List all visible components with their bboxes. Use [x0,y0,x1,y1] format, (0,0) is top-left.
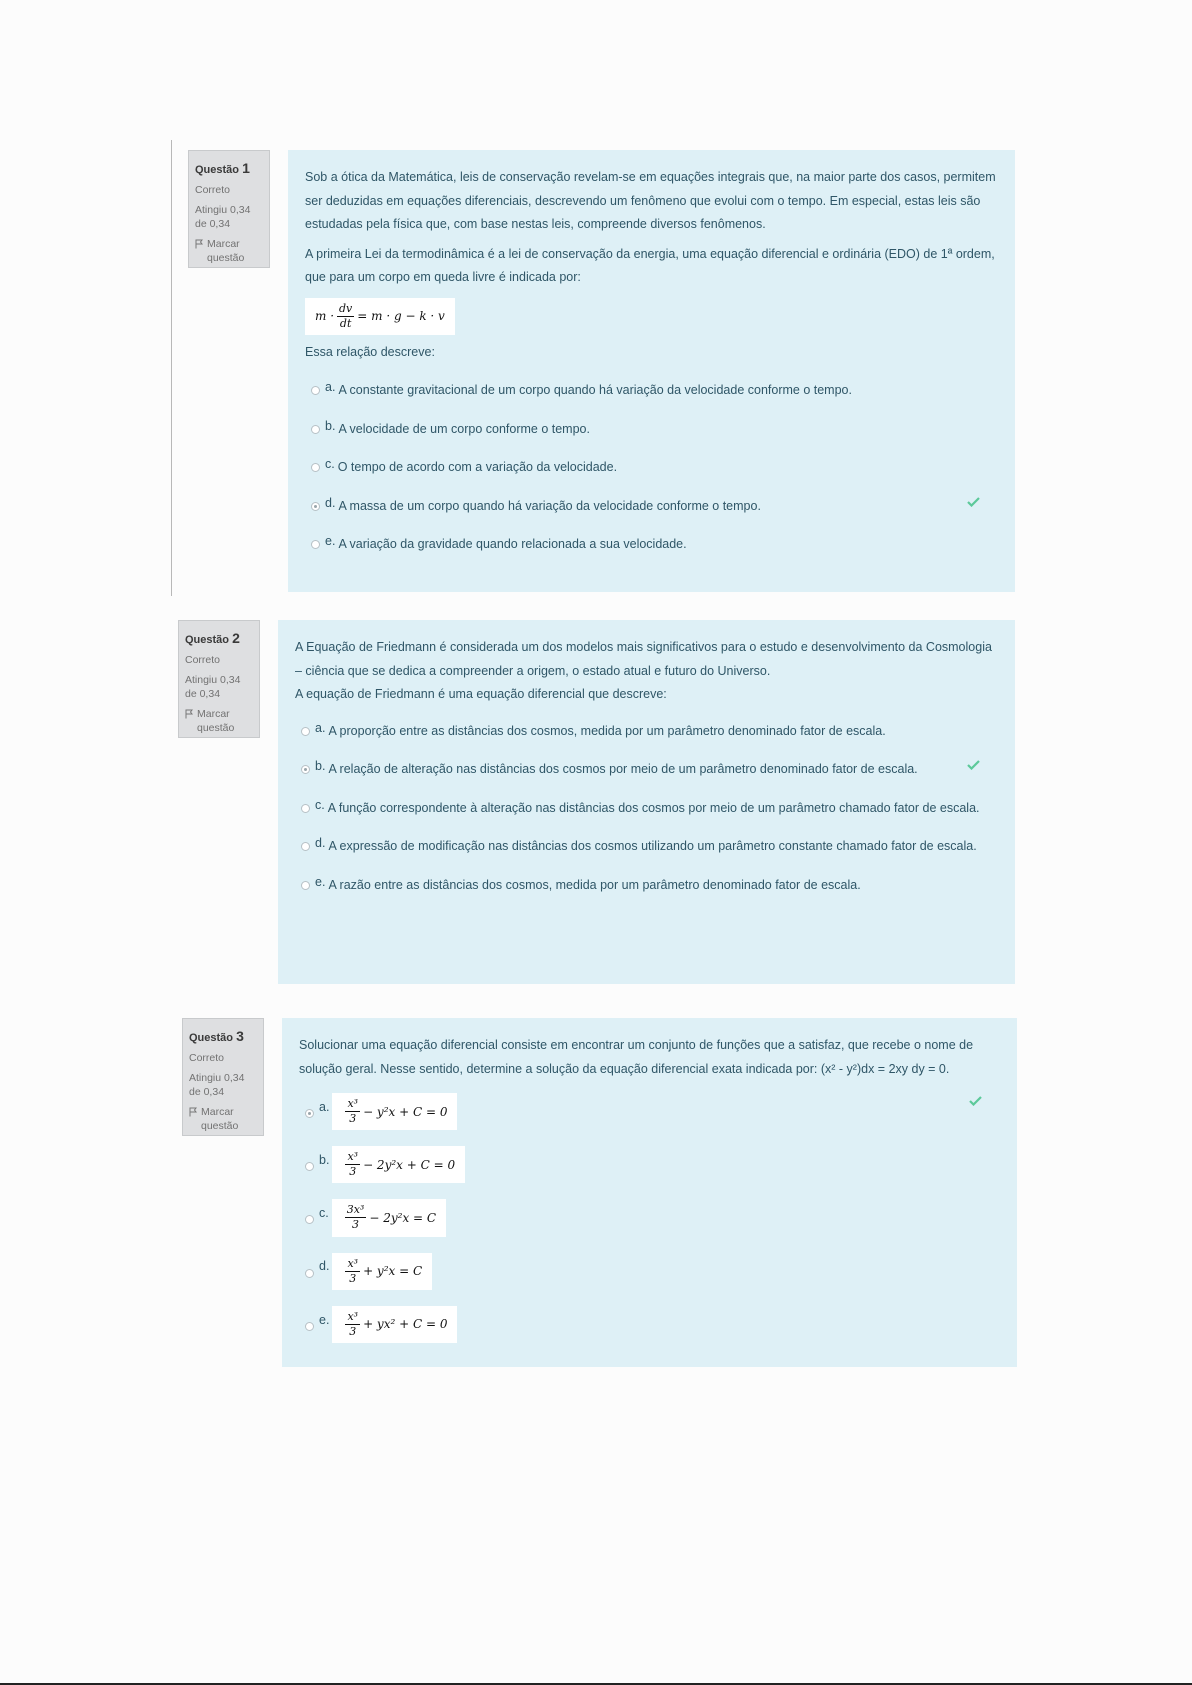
question-2-prompt: A equação de Friedmann é uma equação diferencial que descreve: [295,687,667,701]
question-1-paragraph: Sob a ótica da Matemática, leis de conservação revelam-se em equações integrais que, na maior parte dos casos, permitem ser deduzidas em equações diferenciais, descrevendo um fenômeno que evolui com o tempo. Em especial, estas leis são estudadas pela física que, com base nestas leis, compreende diversos fenômenos. [305,170,996,231]
radio-button[interactable] [305,1162,314,1171]
question-1-paragraph: A primeira Lei da termodinâmica é a lei de conservação da energia, uma equação diferencial e ordinária (EDO) de 1ª ordem, que para um corpo em queda livre é indicada por: [305,246,995,284]
question-1-divider [171,140,172,596]
question-1-flag-button[interactable] [195,237,263,265]
radio-button[interactable] [301,727,310,736]
answer-option[interactable]: a. A constante gravitacional de um corpo quando há variação da velocidade conforme o tempo. [305,372,998,411]
question-1-formula: m · $\frac{dv}{dt}$ = m · g − k · v [305,298,455,335]
answer-option[interactable]: e. A razão entre as distâncias dos cosmos, medida por um parâmetro denominado fator de escala. [295,867,998,906]
answer-option[interactable]: b. A velocidade de um corpo conforme o tempo. [305,411,998,450]
question-2-card [278,620,1015,984]
radio-button[interactable] [301,804,310,813]
answer-option[interactable]: c. O tempo de acordo com a variação da velocidade. [305,449,998,488]
question-1-number: Questão 1 [195,160,250,176]
flag-icon [189,1107,198,1117]
radio-button[interactable] [311,502,320,511]
question-2-answers [295,713,998,906]
radio-button[interactable] [305,1109,314,1118]
question-2-flag-label: Marcar questão [197,708,235,734]
radio-button[interactable] [311,463,320,472]
question-2-paragraph: A Equação de Friedmann é considerada um dos modelos mais significativos para o estudo e desenvolvimento da Cosmologia – ciência que se dedica a compreender a origem, o estado atual e futuro do Universo. [295,640,992,678]
answer-option[interactable]: a. A proporção entre as distâncias dos cosmos, medida por um parâmetro denominado fator de escala. [295,713,998,752]
question-3-state: Correto [189,1052,225,1064]
answer-formula: $\frac{\text{x³}}{3}$ − y²x + C = 0 [332,1093,457,1130]
question-3-paragraph: Solucionar uma equação diferencial consiste em encontrar um conjunto de funções que a satisfaz, que recebe o nome de solução geral. Nesse sentido, determine a solução da equação diferencial exata indicada por: (x² - y²)dx = 2xy dy = 0. [299,1038,974,1076]
question-2-grade: Atingiu 0,34 de 0,34 [185,674,241,700]
answer-option[interactable]: b. $\frac{\text{x³}}{3}$ − 2y²x + C = 0 [299,1140,1000,1193]
check-icon [967,497,980,507]
check-icon [967,760,980,770]
question-1-state: Correto [195,184,231,196]
question-1-flag-label: Marcar questão [207,238,245,264]
radio-button[interactable] [311,425,320,434]
answer-option[interactable]: e. A variação da gravidade quando relacionada a sua velocidade. [305,526,998,565]
question-1-prompt: Essa relação descreve: [305,344,435,359]
question-1-card [288,150,1015,592]
question-2-info [178,620,260,738]
check-icon [969,1096,982,1106]
radio-button[interactable] [301,765,310,774]
answer-option-selected[interactable]: b. A relação de alteração nas distâncias dos cosmos por meio de um parâmetro denominado fator de escala. [295,751,998,790]
radio-button[interactable] [305,1322,314,1331]
answer-formula: $\frac{\text{x³}}{3}$ + yx² + C = 0 [332,1306,457,1343]
question-2-flag-button[interactable] [185,707,253,735]
radio-button[interactable] [311,386,320,395]
answer-formula: $\frac{\text{3x³}}{3}$ − 2y²x = C [332,1199,446,1236]
question-3-answers [299,1087,1000,1353]
radio-button[interactable] [301,881,310,890]
question-3-number: Questão 3 [189,1028,244,1044]
radio-button[interactable] [305,1269,314,1278]
answer-option[interactable]: d. $\frac{\text{x³}}{3}$ + y²x = C [299,1247,1000,1300]
answer-formula: $\frac{\text{x³}}{3}$ + y²x = C [332,1253,432,1290]
flag-icon [185,709,194,719]
radio-button[interactable] [301,842,310,851]
question-3-grade: Atingiu 0,34 de 0,34 [189,1072,245,1098]
answer-option-selected[interactable]: d. A massa de um corpo quando há variação da velocidade conforme o tempo. [305,488,998,527]
radio-button[interactable] [305,1215,314,1224]
question-2-number: Questão 2 [185,630,240,646]
answer-option[interactable]: c. $\frac{\text{3x³}}{3}$ − 2y²x = C [299,1193,1000,1246]
radio-button[interactable] [311,540,320,549]
question-3-card [282,1018,1017,1367]
question-1-info [188,150,270,268]
answer-formula: $\frac{\text{x³}}{3}$ − 2y²x + C = 0 [332,1146,465,1183]
question-3-flag-button[interactable] [189,1105,257,1133]
question-3-flag-label: Marcar questão [201,1106,239,1132]
answer-option[interactable]: d. A expressão de modificação nas distâncias dos cosmos utilizando um parâmetro constante chamado fator de escala. [295,828,998,867]
question-1-grade: Atingiu 0,34 de 0,34 [195,204,251,230]
answer-option-selected[interactable]: a. $\frac{\text{x³}}{3}$ − y²x + C = 0 [299,1087,1000,1140]
answer-option[interactable]: c. A função correspondente à alteração nas distâncias dos cosmos por meio de um parâmetro chamado fator de escala. [295,790,998,829]
question-2-state: Correto [185,654,221,666]
answer-option[interactable]: e. $\frac{\text{x³}}{3}$ + yx² + C = 0 [299,1300,1000,1353]
question-3-info [182,1018,264,1136]
question-1-answers [305,372,998,565]
flag-icon [195,239,204,249]
